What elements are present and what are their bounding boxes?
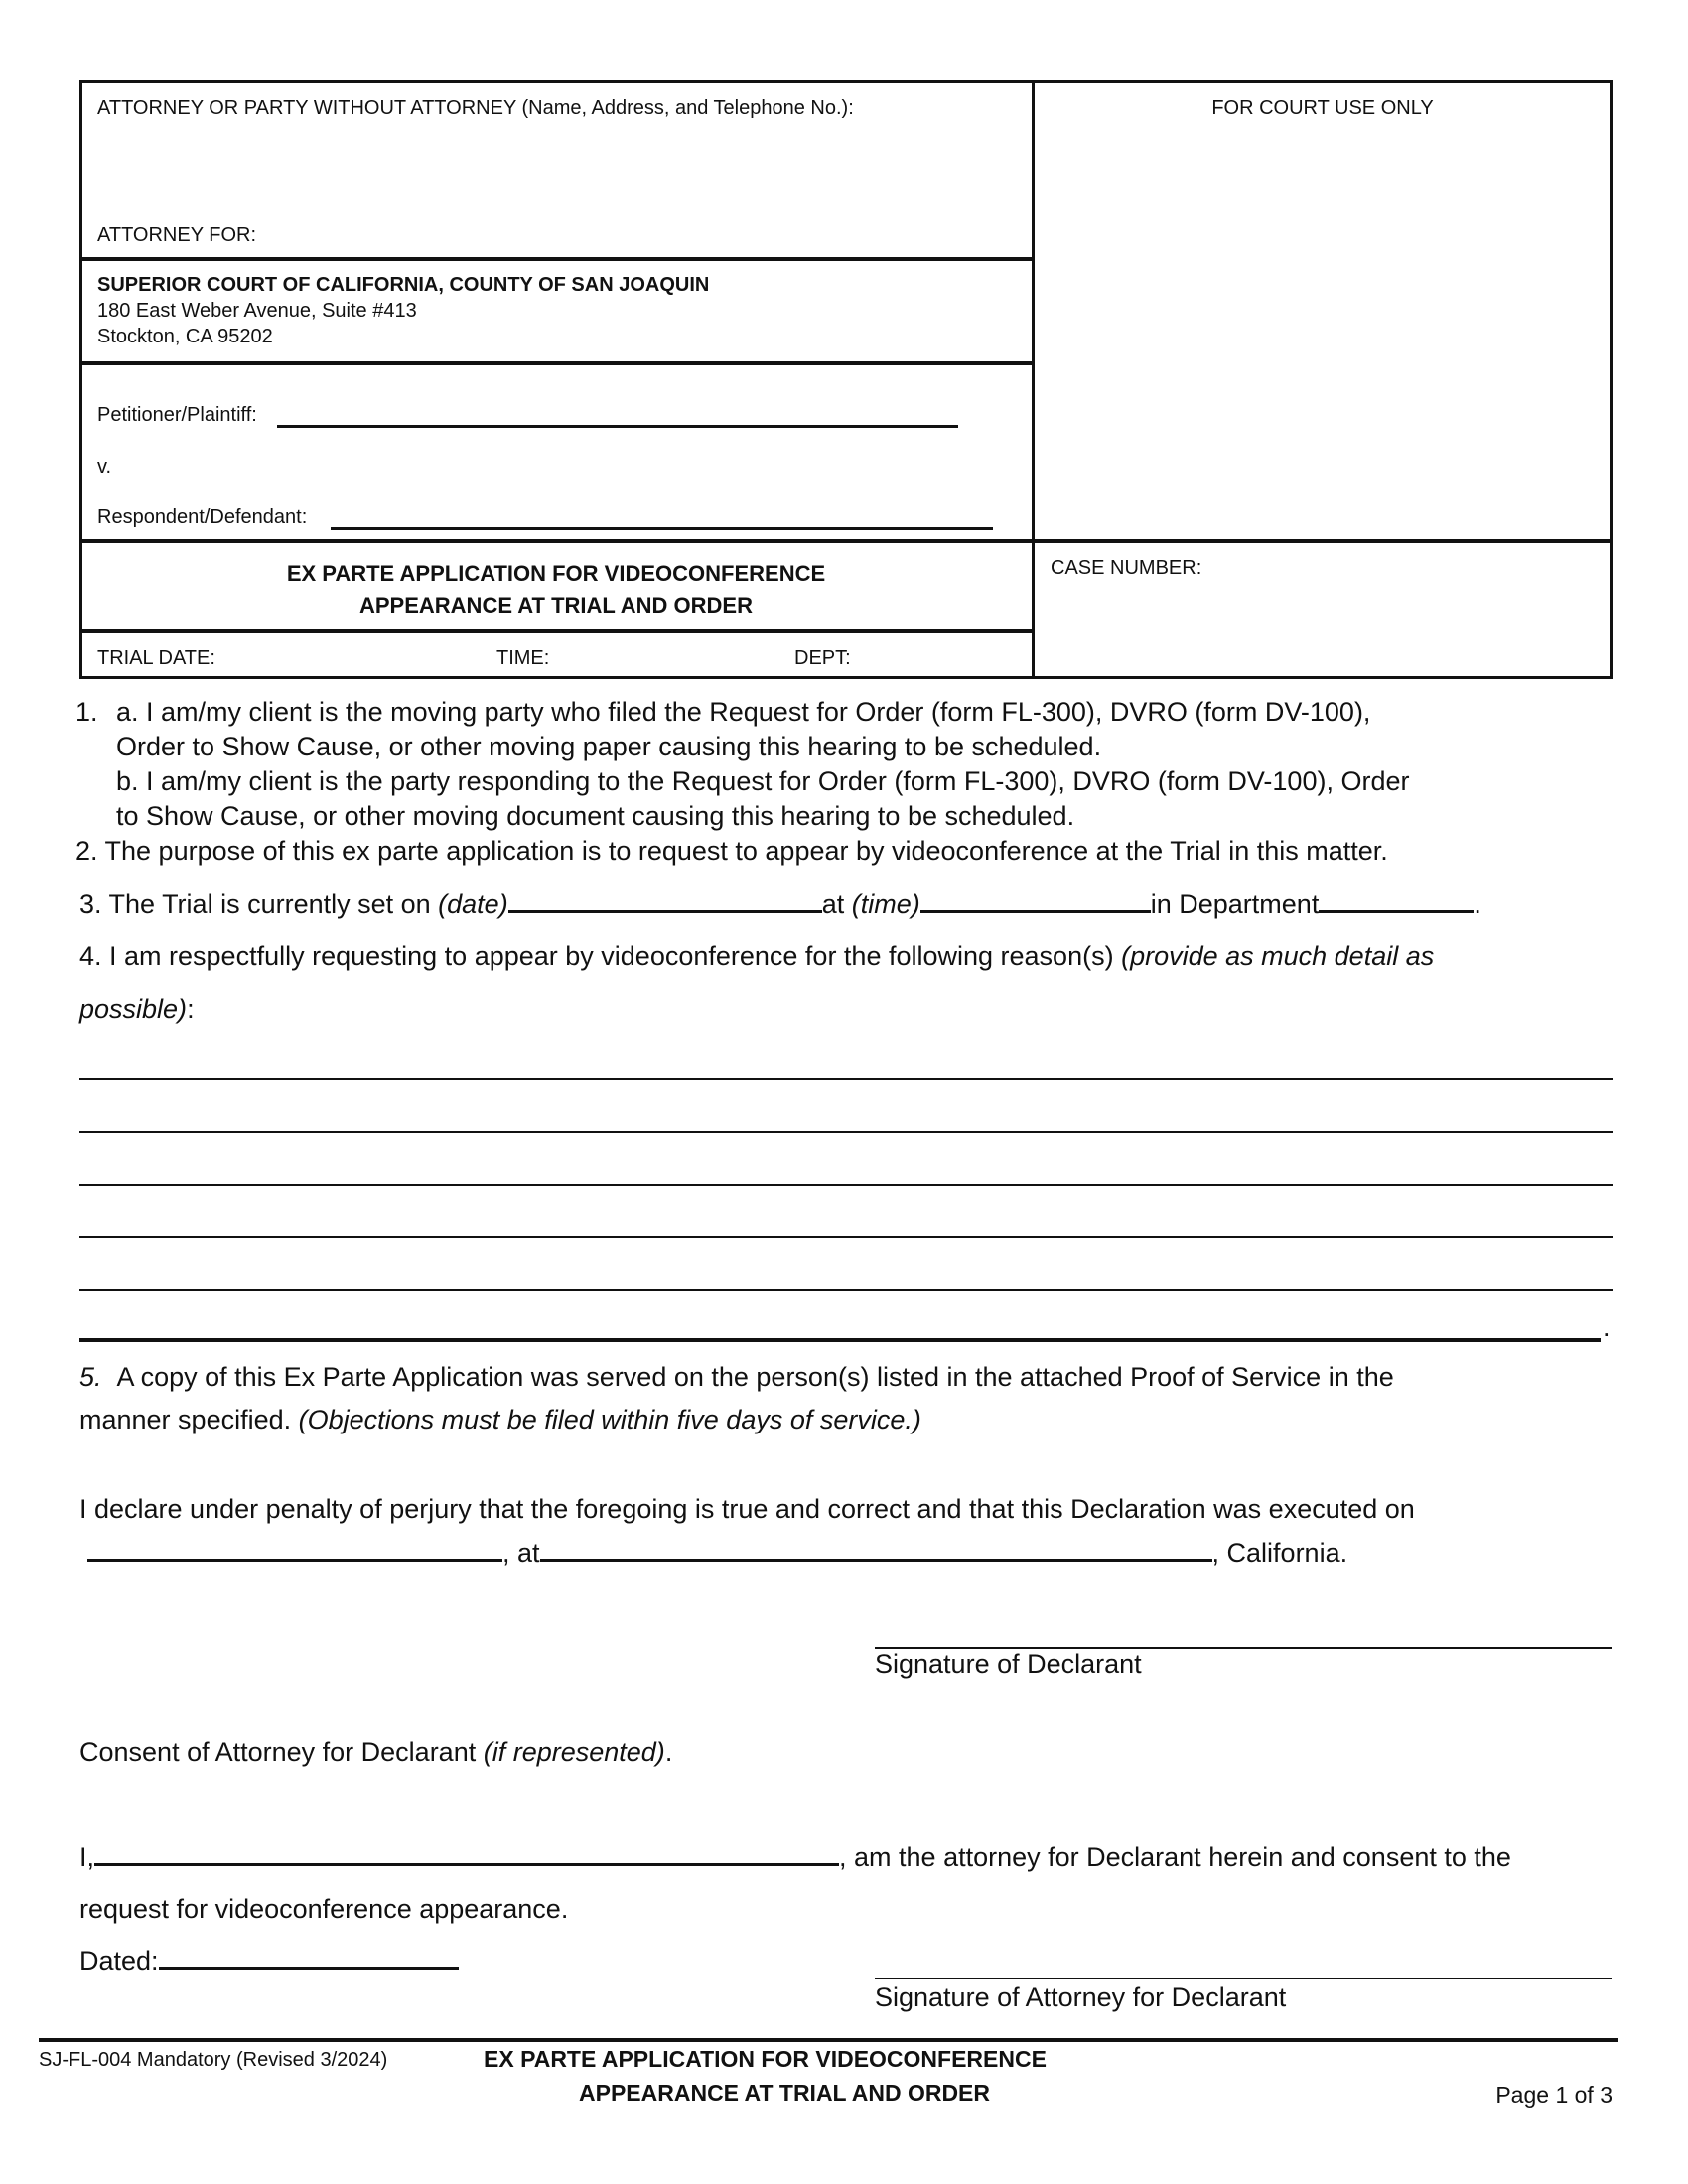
dated-line	[79, 1946, 459, 1977]
attorney-label: ATTORNEY OR PARTY WITHOUT ATTORNEY (Name, Address, and Telephone No.):	[97, 97, 854, 119]
footer-page-number: Page 1 of 3	[1495, 2082, 1613, 2108]
consent-heading	[79, 1737, 672, 1768]
i-prefix: I,	[79, 1843, 95, 1872]
item-5-line1	[79, 1362, 1394, 1393]
consent-statement: , am the attorney for Declarant herein and consent to the	[839, 1843, 1511, 1872]
attorney-consent-line	[79, 1843, 1511, 1873]
item-2: 2. The purpose of this ex parte application is to request to appear by videoconference at the Trial in this matter.	[75, 836, 1388, 866]
dated-label: Dated:	[79, 1946, 159, 1976]
court-address-line2: Stockton, CA 95202	[97, 326, 273, 347]
form-title-line1: EX PARTE APPLICATION FOR VIDEOCONFERENCE	[286, 561, 826, 586]
respondent-label: Respondent/Defendant:	[97, 506, 308, 528]
dept-label: DEPT:	[794, 647, 851, 669]
petitioner-field[interactable]	[277, 425, 958, 428]
declaration-line1: I declare under penalty of perjury that the foregoing is true and correct and that this Declaration was executed on	[79, 1494, 1415, 1524]
caption-vertical-divider	[1032, 80, 1035, 679]
item-5-text: A copy of this Ex Parte Application was served on the person(s) listed in the attached Proof of Service in the	[116, 1362, 1394, 1392]
item-1b-line2: to Show Cause, or other moving document causing this hearing to be scheduled.	[116, 801, 1075, 831]
divider	[79, 539, 1613, 543]
item-1a-line2: Order to Show Cause, or other moving paper causing this hearing to be scheduled.	[116, 732, 1102, 761]
item-3-end: .	[1474, 889, 1481, 919]
consent-text: Consent of Attorney for Declarant	[79, 1737, 484, 1767]
item-4-italic: (provide as much detail as	[1121, 941, 1435, 971]
attorney-for-label: ATTORNEY FOR:	[97, 224, 257, 246]
versus-label: v.	[97, 456, 112, 478]
item-4-italic2: possible)	[79, 994, 188, 1024]
item-3-at: at	[821, 889, 852, 919]
item-5-italic: (Objections must be filed within five days of service.)	[298, 1405, 921, 1434]
reason-line[interactable]	[79, 1131, 1613, 1133]
time-label: TIME:	[496, 647, 550, 669]
petitioner-label: Petitioner/Plaintiff:	[97, 404, 257, 426]
footer-title-line2: APPEARANCE AT TRIAL AND ORDER	[579, 2080, 991, 2106]
item-5-line2	[79, 1405, 921, 1435]
trial-date-label: TRIAL DATE:	[97, 647, 215, 669]
divider	[79, 629, 1034, 633]
item-4-text: 4. I am respectfully requesting to appear by videoconference for the following reason(s)	[79, 941, 1122, 971]
item-1-number: 1.	[75, 697, 98, 727]
divider	[79, 361, 1034, 365]
court-name: SUPERIOR COURT OF CALIFORNIA, COUNTY OF SAN JOAQUIN	[97, 274, 710, 296]
divider	[79, 257, 1034, 261]
california-label: , California.	[1211, 1538, 1348, 1568]
at-label: , at	[502, 1538, 540, 1568]
trial-time-field[interactable]	[920, 909, 1151, 913]
item-3-time-label: (time)	[851, 889, 920, 919]
department-field[interactable]	[1319, 909, 1474, 913]
reason-line[interactable]	[79, 1184, 1613, 1186]
item-3-text: 3. The Trial is currently set on	[79, 889, 439, 919]
execution-place-field[interactable]	[540, 1558, 1212, 1562]
attorney-signature-line[interactable]	[875, 1978, 1612, 1979]
execution-date-field[interactable]	[87, 1558, 502, 1562]
footer-form-id: SJ-FL-004 Mandatory (Revised 3/2024)	[39, 2049, 388, 2071]
item-4-end: .	[1603, 1312, 1611, 1342]
item-4-colon: :	[187, 994, 195, 1024]
attorney-signature-label: Signature of Attorney for Declarant	[875, 1982, 1287, 2012]
item-5-number: 5.	[79, 1362, 102, 1392]
item-3	[79, 889, 1481, 920]
case-number-label: CASE NUMBER:	[1051, 557, 1202, 579]
request-line: request for videoconference appearance.	[79, 1894, 569, 1924]
court-use-label: FOR COURT USE ONLY	[1211, 97, 1434, 119]
footer-title-line1: EX PARTE APPLICATION FOR VIDEOCONFERENCE	[484, 2046, 1047, 2072]
footer-rule	[39, 2038, 1618, 2042]
form-title-line2: APPEARANCE AT TRIAL AND ORDER	[358, 593, 753, 617]
declaration-line2	[87, 1538, 1347, 1569]
court-address-line1: 180 East Weber Avenue, Suite #413	[97, 300, 417, 322]
item-1b-line1: b. I am/my client is the party responding to the Request for Order (form FL-300), DVRO (form DV-100), Order	[116, 766, 1410, 796]
item-3-dept: in Department	[1150, 889, 1320, 919]
attorney-name-field[interactable]	[94, 1862, 839, 1866]
reason-line[interactable]	[79, 1078, 1613, 1080]
caption-box	[79, 80, 1613, 679]
dated-field[interactable]	[159, 1966, 459, 1970]
item-3-date-label: (date)	[438, 889, 508, 919]
consent-end: .	[664, 1737, 673, 1767]
declarant-signature-label: Signature of Declarant	[875, 1649, 1142, 1679]
trial-date-field[interactable]	[508, 909, 822, 913]
item-4-line2	[79, 994, 195, 1024]
reason-line[interactable]	[79, 1289, 1613, 1291]
item-4	[79, 941, 1434, 972]
item-1a-line1: a. I am/my client is the moving party who filed the Request for Order (form FL-300), DVRO (form DV-100),	[116, 697, 1371, 727]
respondent-field[interactable]	[331, 527, 993, 530]
consent-italic: (if represented)	[483, 1737, 665, 1767]
item-5-text2: manner specified.	[79, 1405, 299, 1434]
reason-line[interactable]	[79, 1236, 1613, 1238]
reason-line[interactable]	[79, 1338, 1601, 1342]
